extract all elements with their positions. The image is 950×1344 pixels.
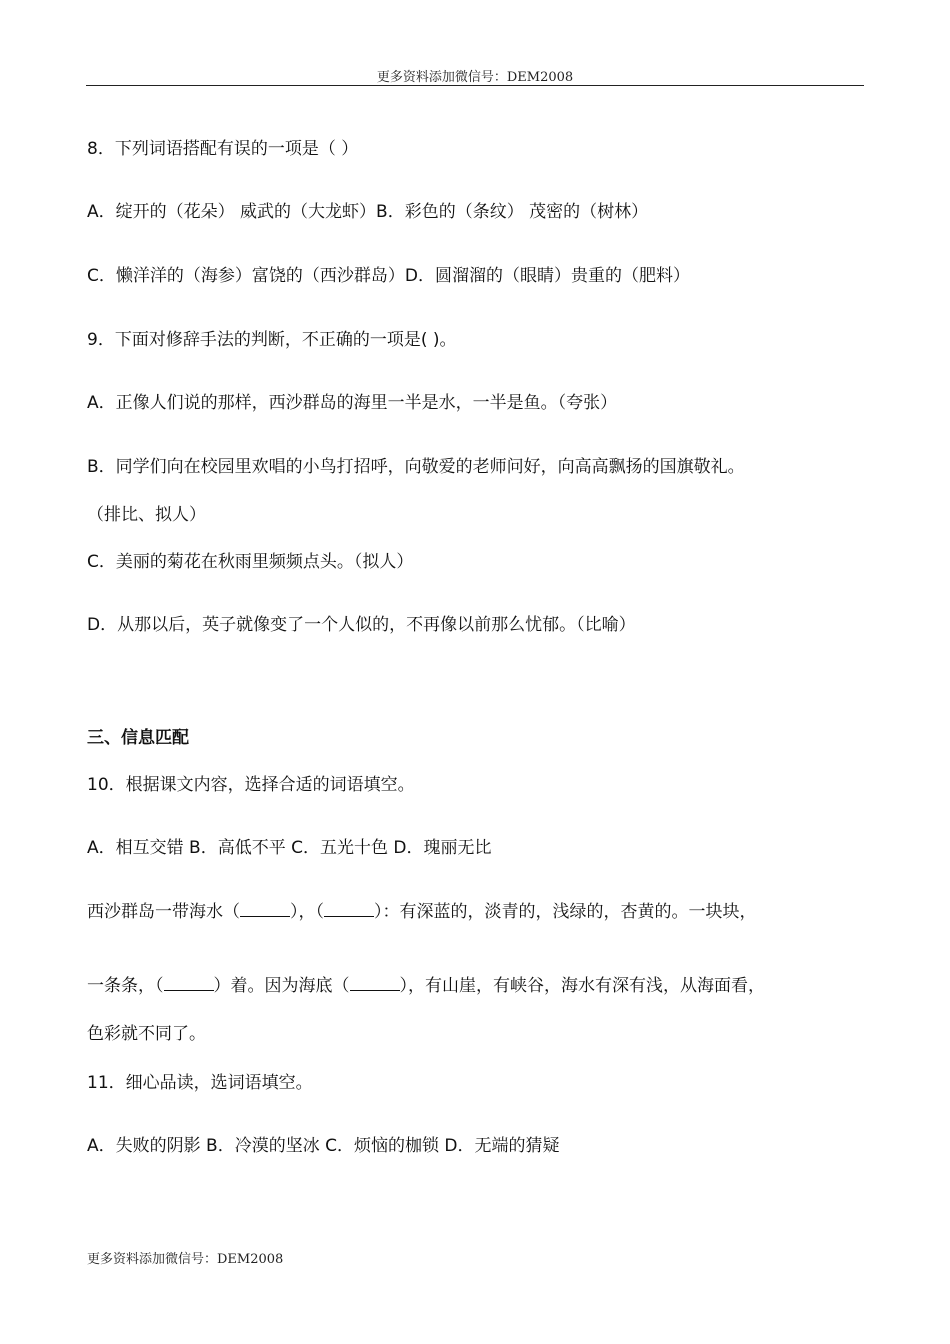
q10-p2-text-b: ）着。因为海底（: [213, 976, 350, 996]
q10-p2-text-a: 一条条，（: [87, 976, 164, 996]
q9-stem: 9．下面对修辞手法的判断，不正确的一项是( )。: [87, 330, 457, 350]
q10-p1-text-c: ）：有深蓝的，淡青的，浅绿的，杏黄的。一块块，: [374, 902, 757, 922]
q10-blank-4[interactable]: [350, 976, 400, 991]
q9-option-a: A．正像人们说的那样，西沙群岛的海里一半是水，一半是鱼。（夸张）: [87, 393, 618, 413]
header-divider: [86, 85, 864, 86]
q8-options-ab: A．绽开的（花朵） 威武的（大龙虾）B．彩色的（条纹） 茂密的（树林）: [87, 202, 649, 222]
q9-option-c: C．美丽的菊花在秋雨里频频点头。（拟人）: [87, 552, 414, 572]
q9-option-d: D．从那以后，英子就像变了一个人似的，不再像以前那么忧郁。（比喻）: [87, 615, 636, 635]
q10-blank-1[interactable]: [240, 902, 290, 917]
q10-paragraph-line-3: 色彩就不同了。: [87, 1024, 206, 1044]
q10-blank-3[interactable]: [164, 976, 214, 991]
q10-options: A．相互交错 B．高低不平 C．五光十色 D．瑰丽无比: [87, 838, 492, 858]
page-footer: 更多资料添加微信号：DEM2008: [87, 1252, 284, 1267]
q10-p1-text-b: ），（: [290, 902, 324, 922]
q8-stem: 8．下列词语搭配有误的一项是（ ）: [87, 139, 359, 159]
q11-stem: 11．细心品读，选词语填空。: [87, 1073, 313, 1093]
q9-option-b: B．同学们向在校园里欢唱的小鸟打招呼，向敬爱的老师问好，向高高飘扬的国旗敬礼。: [87, 457, 745, 477]
section-3-title: 三、信息匹配: [87, 728, 189, 748]
q8-options-cd: C．懒洋洋的（海参）富饶的（西沙群岛）D．圆溜溜的（眼睛）贵重的（肥料）: [87, 266, 690, 286]
q10-paragraph-line-2: [87, 974, 765, 998]
q10-paragraph-line-1: [87, 900, 757, 924]
q10-blank-2[interactable]: [324, 902, 374, 917]
q10-p2-text-c: ），有山崖，有峡谷，海水有深有浅，从海面看，: [399, 976, 765, 996]
q10-p1-text-a: 西沙群岛一带海水（: [87, 902, 240, 922]
header-text: 更多资料添加微信号：DEM2008: [376, 70, 574, 85]
q11-options: A．失败的阴影 B．冷漠的坚冰 C．烦恼的枷锁 D．无端的猜疑: [87, 1136, 560, 1156]
q10-stem: 10．根据课文内容，选择合适的词语填空。: [87, 775, 415, 795]
q9-option-b-continued: （排比、拟人）: [87, 505, 206, 525]
